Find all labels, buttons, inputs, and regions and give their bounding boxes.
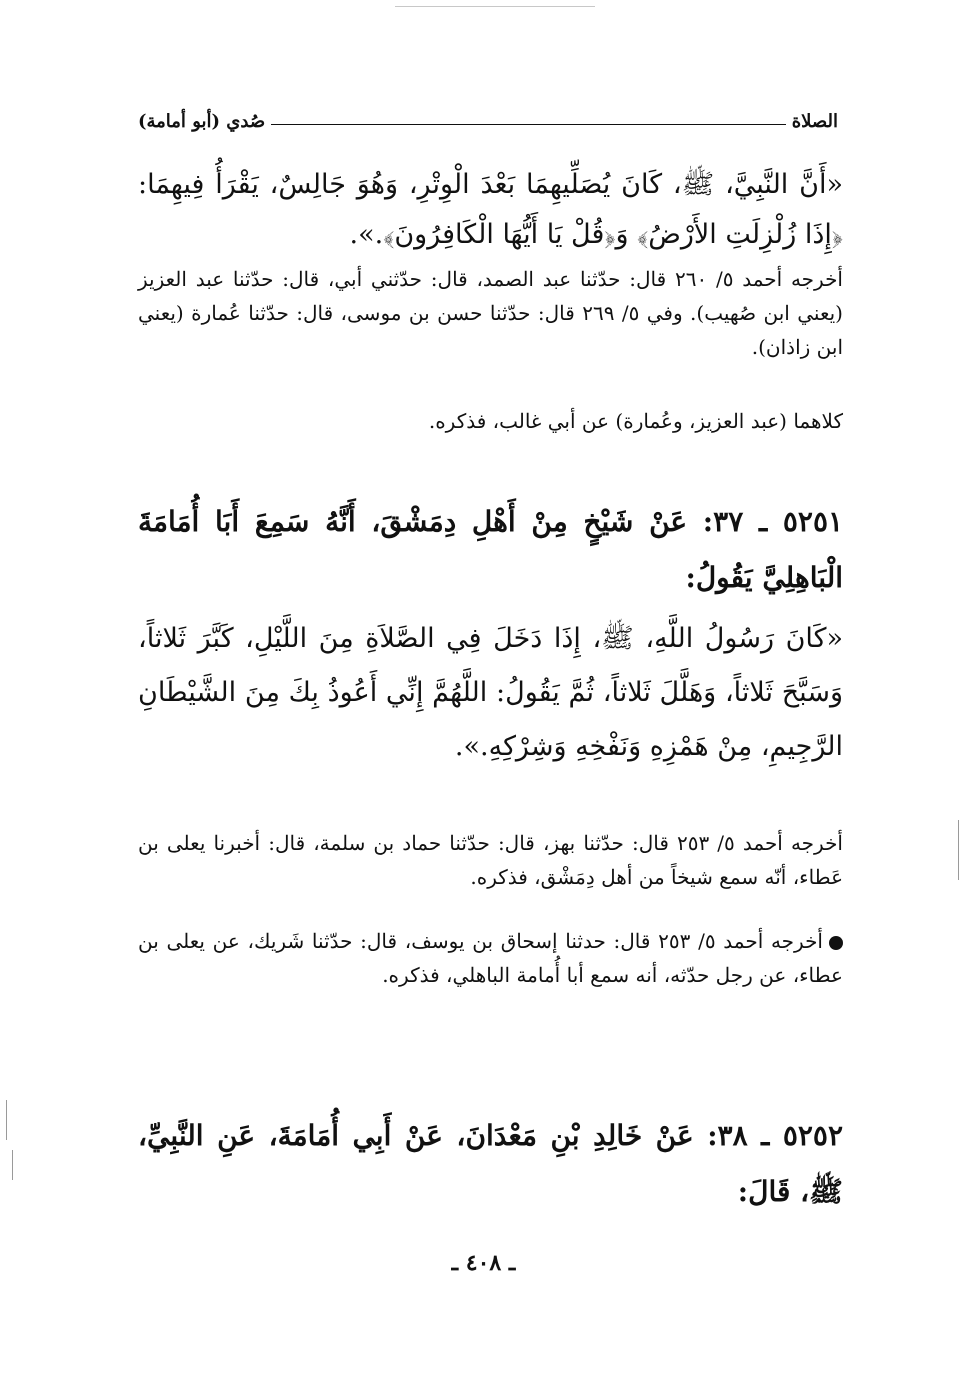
margin-mark [958, 820, 959, 880]
header-rule [271, 124, 786, 125]
margin-mark [6, 1100, 7, 1140]
hadith-5251-takhrij-2-text: أخرجه أحمد ٥/ ٢٥٣ قال: حدثنا إسحاق بن يوسف، قال: حدّثنا شَريك، عن يعلى بن عطاء، عن رجل حدّثه، أنه سمع أبا أُمامة الباهلي، فذكره. [138, 929, 843, 987]
bullet-icon [829, 936, 843, 950]
running-header [138, 98, 838, 132]
hadith-5252-heading: ٥٢٥٢ ـ ٣٨: عَنْ خَالِدِ بْنِ مَعْدَانَ، عَنْ أَبِي أُمَامَةَ، عَنِ النَّبِيِّ، ﷺ، قَالَ: [138, 1119, 843, 1208]
top-divider [395, 6, 595, 7]
header-narrator: صُدي (أبو أمامة) [138, 111, 266, 132]
margin-mark [12, 1150, 13, 1180]
hadith-5251-matn: «كَانَ رَسُولُ اللَّهِ، ﷺ، إِذَا دَخَلَ فِي الصَّلاَةِ مِنَ اللَّيْلِ، كَبَّرَ ثَلاثاً، وَسَبَّحَ ثَلاثاً، وَهَلَّلَ ثَلاثاً، ثُمَّ يَقُولُ: اللَّهُمَّ إِنِّي أَعُوذُ بِكَ مِنَ الشَّيْطَانِ الرَّجِيمِ، مِنْ هَمْزِهِ وَنَفْخِهِ وَشِرْكِهِ.». [138, 623, 843, 762]
hadith-5250-takhrij: أخرجه أحمد ٥/ ٢٦٠ قال: حدّثنا عبد الصمد، قال: حدّثني أبي، قال: حدّثنا عبد العزيز (يعني ابن صُهيب). وفي ٥/ ٢٦٩ قال: حدّثنا حسن بن موسى، قال: حدّثنا عُمارة (يعني ابن زاذان). [138, 267, 843, 359]
hadith-5250-note: كلاهما (عبد العزيز، وعُمارة) عن أبي غالب، فذكره. [428, 409, 843, 433]
hadith-5251-takhrij-2 [138, 924, 843, 992]
page-number: ـ ٤٠٨ ـ [451, 1250, 516, 1276]
header-chapter: الصلاة [791, 111, 838, 132]
hadith-5251-heading: ٥٢٥١ ـ ٣٧: عَنْ شَيْخٍ مِنْ أَهْلِ دِمَشْقَ، أَنَّهُ سَمِعَ أَبَا أُمَامَةَ الْبَاهِلِيَّ يَقُولُ: [138, 505, 844, 594]
hadith-5250-matn: «أَنَّ النَّبِيَّ، ﷺ، كَانَ يُصَلِّيهِمَا بَعْدَ الْوِتْرِ، وَهُوَ جَالِسٌ، يَقْرَأُ فِيهِمَا: ﴿إِذَا زُلْزِلَتِ الأَرْضُ﴾ وَ﴿قُلْ يَا أَيُّهَا الْكَافِرُونَ﴾.». [138, 169, 843, 250]
hadith-5251-takhrij-1: أخرجه أحمد ٥/ ٢٥٣ قال: حدّثنا بهز، قال: حدّثنا حماد بن سلمة، قال: أخبرنا يعلى بن عَطاء، أنّه سمع شيخاً من أهل دِمَشْق، فذكره. [138, 831, 843, 889]
